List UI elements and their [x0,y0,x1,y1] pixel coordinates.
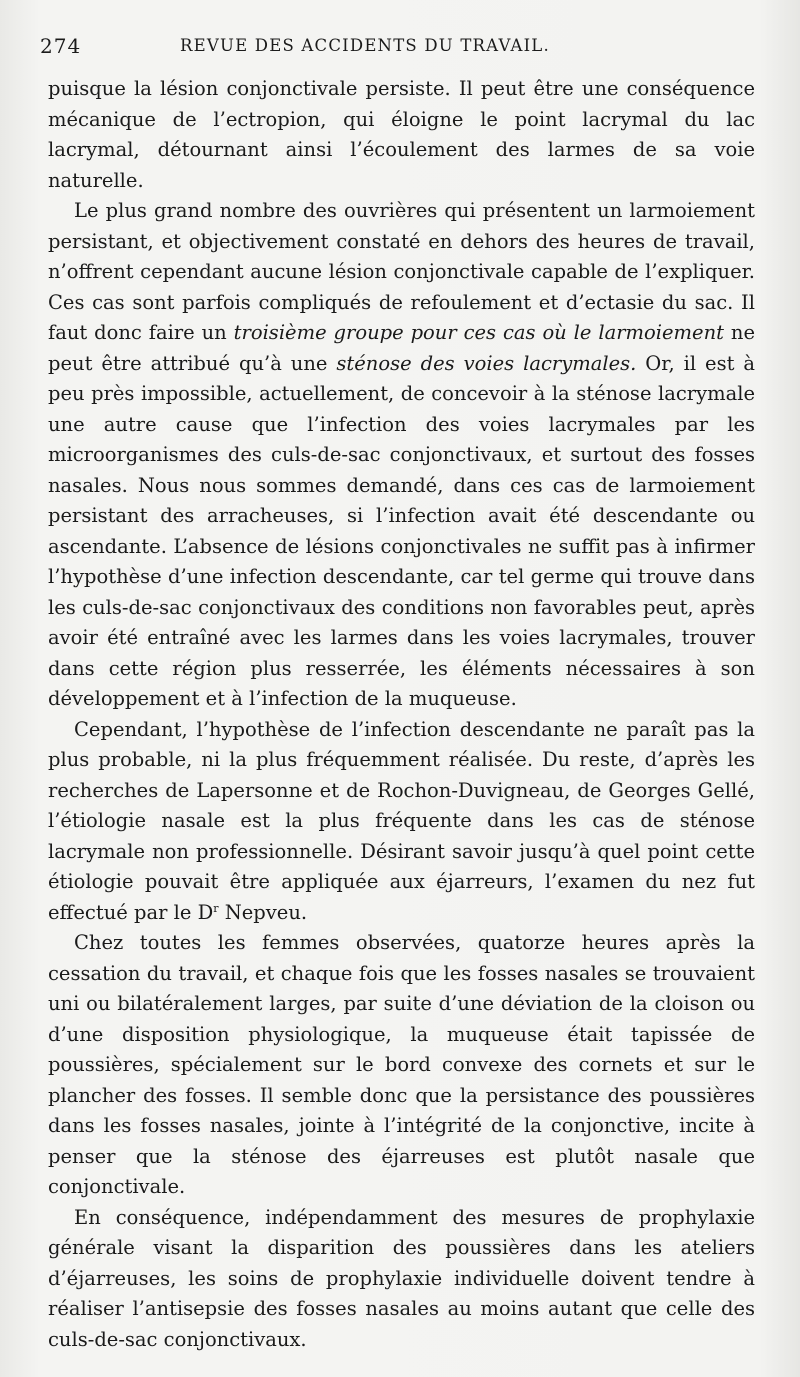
paragraph [48,74,755,196]
text-run: Le plus grand nombre des ouvrières qui présentent un larmoiement persistant, et objectivement constaté en dehors des heures de travail, n’offrent cependant aucune lésion conjonctivale capable de l’expliquer. Ces cas sont parfois compliqués de refoulement et d’ectasie du sac. Il faut donc faire un [48,199,755,344]
text-run: ne peut être attribué qu’à une [48,321,755,375]
superscript-text: r [213,901,219,915]
paragraph [48,715,755,929]
text-run: puisque la lésion conjonctivale persiste. Il peut être une conséquence mécanique de l’ectropion, qui éloigne le point lacrymal du lac lacrymal, détournant ainsi l’écoulement des larmes de sa voie naturelle. [48,77,755,192]
italic-text: sténose des voies lacrymales. [336,351,637,375]
paragraph [48,928,755,1203]
text-run: Or, il est à peu près impossible, actuellement, de concevoir à la sténose lacrymale une autre cause que l’infection des voies lacrymales par les microorganismes des culs-de-sac conjonctivaux, et surtout des fosses nasales. Nous nous sommes demandé, dans ces cas de larmoiement persistant des arracheuses, si l’infection avait été descendante ou ascendante. L’absence de lésions conjonctivales ne suffit pas à infirmer l’hypothèse d’une infection descendante, car tel germe qui trouve dans les culs-de-sac conjonctivaux des conditions non favorables peut, après avoir été entraîné avec les larmes dans les voies lacrymales, trouver dans cette région plus resserrée, les éléments nécessaires à son développement et à l’infection de la muqueuse. [48,351,756,710]
paragraph [48,1203,755,1356]
paragraph [48,196,755,715]
italic-text: troisième groupe pour ces cas où le larmoiement [233,321,724,344]
text-run: En conséquence, indépendamment des mesures de prophylaxie générale visant la disparition des poussières dans les ateliers d’éjarreuses, les soins de prophylaxie individuelle doivent tendre à réaliser l’antisepsie des fosses nasales au moins autant que celle des culs-de-sac conjonctivaux. [48,1205,755,1351]
text-run: Nepveu. [218,900,308,924]
text-run: Cependant, l’hypothèse de l’infection descendante ne paraît pas la plus probable, ni la plus fréquemment réalisée. Du reste, d’après les recherches de Lapersonne et de Rochon-Duvigneau, de Georges Gellé, l’étiologie nasale est la plus fréquente dans les cas de sténose lacrymale non professionnelle. Désirant savoir jusqu’à quel point cette étiologie pouvait être appliquée aux éjarreurs, l’examen du nez fut effectué par le D [48,717,755,924]
page-number: 274 [40,34,82,58]
text-run: Chez toutes les femmes observées, quatorze heures après la cessation du travail, et chaque fois que les fosses nasales se trouvaient uni ou bilatéralement larges, par suite d’une déviation de la cloison ou d’une disposition physiologique, la muqueuse était tapissée de poussières, spécialement sur le bord convexe des cornets et sur le plancher des fosses. Il semble donc que la persistance des poussières dans les fosses nasales, jointe à l’intégrité de la conjonctive, incite à penser que la sténose des éjarreuses est plutôt nasale que conjonctivale. [48,931,755,1198]
page-header [40,34,755,64]
running-head: REVUE DES ACCIDENTS DU TRAVAIL. [180,36,550,55]
body-text [48,74,755,1355]
